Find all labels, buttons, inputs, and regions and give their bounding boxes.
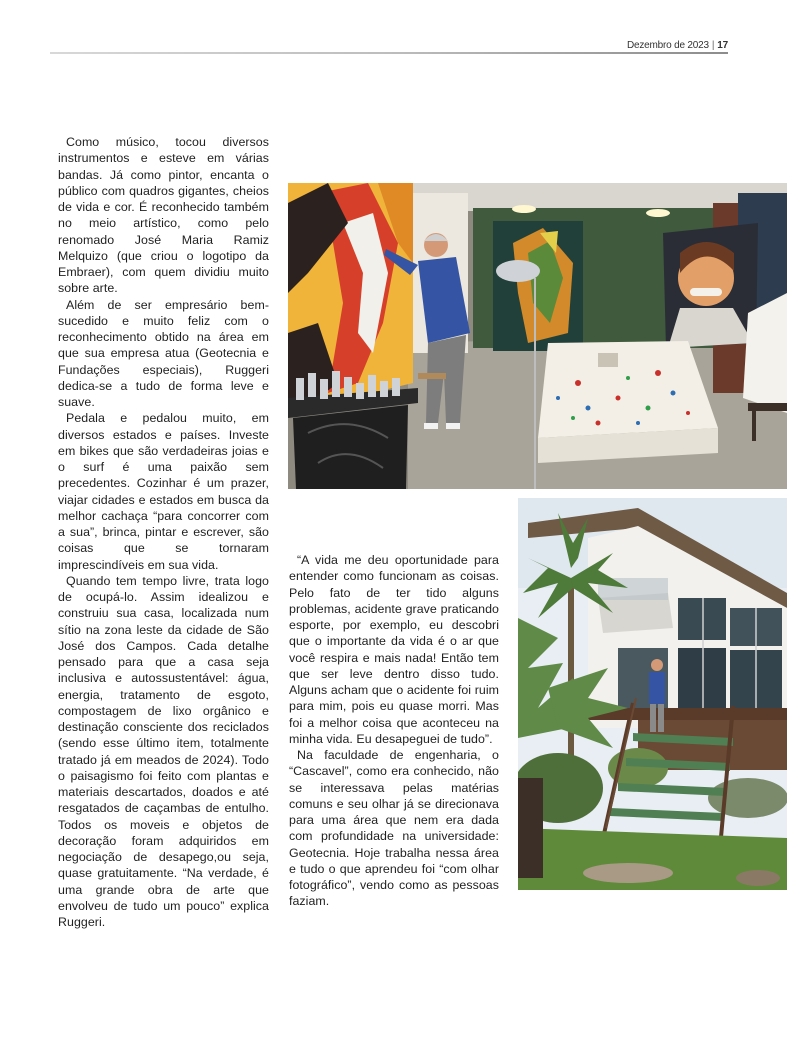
paragraph: Além de ser empresário bem-sucedido e muito feliz com o reconhecimento obtido na área em que sua empresa atua (Geotecnia e Fundações especiais), Ruggeri dedica-se a tudo de forma leve e suave. — [58, 297, 269, 409]
paragraph: Na faculdade de engenharia, o “Cascavel”, como era conhecido, não se interessava pelas matérias comuns e seu olhar já se direcionava para uma área que nem era dada com profundidade na universidade: Geotecnia. Hoje trabalha nessa área e tudo o que aprendeu foi “com olhar fotográfico”, vendo como as pessoas faziam. — [289, 748, 499, 909]
studio-photo — [288, 183, 787, 489]
article-column-middle — [289, 552, 499, 910]
header-separator: | — [711, 40, 715, 51]
paragraph: Quando tem tempo livre, trata logo de ocupá-lo. Assim idealizou e construiu sua casa, localizada num sítio na zona leste da cidade de São José dos Campos. Cada detalhe pensado para que a casa seja inclusiva e autossustentável: água, energia, tratamento de esgoto, compostagem de lixo orgânico e destinação consciente dos reciclados (sendo esse último item, totalmente tratado já em meados de 2024). Todo o paisagismo foi feito com plantas e materiais descartados, doados e até resgatados de caçambas de entulho. Todos os moveis e objetos de decoração foram adquiridos em negociação de desapego,ou seja, quase gratuitamente. “Na verdade, é uma grande obra de arte que envolveu de tudo um pouco” explica Ruggeri. — [58, 573, 269, 929]
page-number: 17 — [717, 40, 728, 51]
header-rule — [50, 52, 728, 54]
paragraph: “A vida me deu oportunidade para entender como funcionam as coisas. Pelo fato de ter tido alguns problemas, acidente grave praticando esporte, por exemplo, eu descobri que o importante da vida é o ar que você respira e mais nada! Então tem que ser leve dentro disso tudo. Alguns acham que o acidente foi ruim para mim, pois eu quase morri. Mas foi a melhor coisa que aconteceu na minha vida. Eu desapeguei de tudo”. — [289, 553, 499, 746]
paragraph: Pedala e pedalou muito, em diversos estados e países. Investe em bikes que são verdadeiras joias e o surf é uma paixão sem precedentes. Cozinhar é um prazer, viajar cidades e estados em busca da melhor cachaça “para concorrer com a sua”, brinca, pintar e escrever, são coisas que se tornaram imprescindíveis em sua vida. — [58, 411, 269, 572]
paragraph: Como músico, tocou diversos instrumentos e esteve em várias bandas. Já como pintor, encanta o público com quadros gigantes, cheios de vida e cor. É reconhecido também no meio artístico, como pelo renomado José Maria Ramiz Melquizo (que criou o logotipo da Embraer), com quem dividiu muito sobre arte. — [58, 135, 269, 296]
photo-credit: Foto: Divulgação — [282, 396, 288, 442]
house-photo — [518, 498, 787, 890]
article-column-left — [58, 134, 269, 930]
issue-date: Dezembro de 2023 — [627, 40, 709, 51]
page-header — [627, 40, 728, 51]
